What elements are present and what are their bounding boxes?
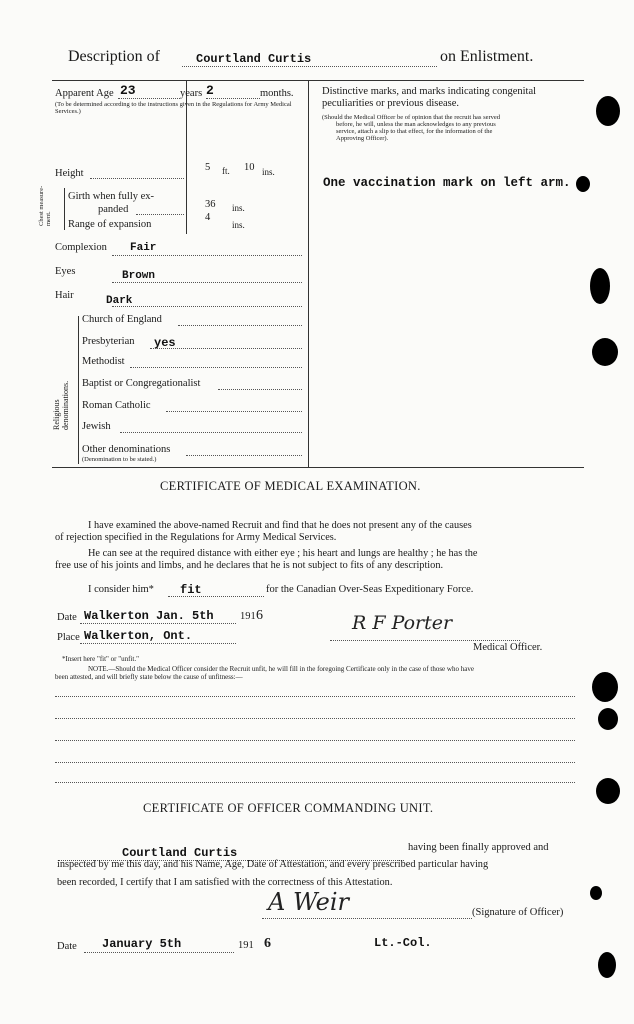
- punch-hole-mark: [598, 708, 618, 730]
- religion-baptist-label: Baptist or Congregationalist: [82, 378, 201, 389]
- complexion-line: [112, 255, 302, 256]
- form-title-left: Description of: [68, 48, 160, 65]
- name-underline: [182, 66, 437, 67]
- height-ft-value: 5: [205, 162, 211, 173]
- punch-hole-mark: [592, 338, 618, 366]
- age-label: Apparent Age: [55, 88, 114, 99]
- height-label-line: [90, 178, 184, 179]
- religion-church-of-england-label: Church of England: [82, 314, 162, 325]
- chest-bracket: [64, 188, 65, 230]
- religion-line: [218, 389, 302, 390]
- religion-side-label: Religious denominations.: [52, 380, 70, 430]
- place-line: [80, 643, 236, 644]
- height-label: Height: [55, 168, 84, 179]
- marks-note-3: service, attach a slip to that effect, for the information of the: [336, 128, 493, 135]
- medical-consider-value: fit: [180, 583, 202, 597]
- punch-hole-mark: [596, 96, 620, 126]
- marks-value: One vaccination mark on left arm.: [323, 176, 571, 190]
- medical-date-year-prefix: 191: [240, 611, 256, 622]
- hair-line: [112, 306, 302, 307]
- marks-note-4: Approving Officer).: [336, 135, 389, 142]
- medical-para1-line1: I have examined the above-named Recruit and find that he does not present any of the causes: [88, 520, 472, 531]
- chest-girth-line: [136, 214, 184, 215]
- punch-hole-mark: [598, 952, 616, 978]
- medical-officer-label: Medical Officer.: [473, 642, 543, 653]
- medical-officer-signature: R F Porter: [352, 612, 453, 634]
- unfitness-line: [55, 782, 575, 783]
- eyes-line: [112, 282, 302, 283]
- religion-bracket: [78, 316, 79, 464]
- chest-girth-unit: ins.: [232, 203, 245, 213]
- chest-range-label: Range of expansion: [68, 219, 152, 230]
- bottom-rule: [52, 467, 584, 468]
- marks-title-1: Distinctive marks, and marks indicating congenital: [322, 86, 537, 97]
- column-divider: [308, 80, 309, 467]
- recruit-name: Courtland Curtis: [196, 52, 312, 66]
- unfitness-line: [55, 718, 575, 719]
- chest-girth-label-2: panded: [98, 204, 129, 215]
- medical-note-line2: been attested, and will briefly state below the cause of unfitness:—: [55, 673, 243, 681]
- religion-catholic-label: Roman Catholic: [82, 400, 151, 411]
- medical-note-line1: NOTE.—Should the Medical Officer consider the Recruit unfit, he will fill in the foregoing Certificate only in the case of those who have: [88, 665, 474, 673]
- height-in-value: 10: [244, 162, 255, 173]
- religion-presbyterian-label: Presbyterian: [82, 336, 135, 347]
- commanding-date-label: Date: [57, 941, 77, 952]
- age-months-value: 2: [206, 83, 214, 98]
- age-months-label: months.: [260, 88, 294, 99]
- ink-blot-mark: [590, 886, 602, 900]
- eyes-label: Eyes: [55, 266, 76, 277]
- hair-value: Dark: [106, 295, 133, 307]
- date-line: [80, 623, 236, 624]
- chest-range-value: 4: [205, 212, 211, 223]
- commanding-line3: been recorded, I certify that I am satisfied with the correctness of this Attestation.: [57, 877, 393, 888]
- marks-note-2: before, he will, unless the man acknowledges to any previous: [336, 121, 496, 128]
- top-rule: [52, 80, 584, 81]
- commanding-name-value: Courtland Curtis: [122, 846, 238, 860]
- commanding-officer-signature: A Weir: [268, 888, 350, 916]
- punch-hole-mark: [592, 672, 618, 702]
- religion-jewish-label: Jewish: [82, 421, 111, 432]
- medical-consider-post: for the Canadian Over-Seas Expeditionary Force.: [266, 584, 474, 595]
- chest-range-unit: ins.: [232, 220, 245, 230]
- religion-methodist-label: Methodist: [82, 356, 125, 367]
- medical-date-value: Walkerton Jan. 5th: [84, 609, 214, 623]
- medical-insert-note: *Insert here "fit" or "unfit.": [62, 655, 139, 663]
- commanding-line1-post: having been finally approved and: [408, 842, 549, 853]
- religion-line: [130, 367, 302, 368]
- religion-presbyterian-value: yes: [154, 336, 176, 350]
- punch-hole-mark: [590, 268, 610, 304]
- medical-place-value: Walkerton, Ont.: [84, 629, 193, 643]
- form-title-right: on Enlistment.: [440, 48, 534, 65]
- ink-blot-mark: [576, 176, 590, 192]
- religion-line: [178, 325, 302, 326]
- age-years-label: years: [180, 88, 203, 99]
- medical-para1-line2: of rejection specified in the Regulations for Army Medical Services.: [55, 532, 337, 543]
- commanding-year-prefix: 191: [238, 940, 254, 951]
- commanding-line2: inspected by me this day, and his Name, Age, Date of Attestation, and every prescribed particular having: [57, 859, 489, 870]
- complexion-value: Fair: [130, 242, 157, 254]
- height-in-label: ins.: [262, 167, 275, 177]
- commanding-date-line: [84, 952, 234, 953]
- age-note: (To be determined according to the instructions given in the Regulations for Army Medical Services.): [55, 101, 292, 115]
- medical-para2-line2: free use of his joints and limbs, and he declares that he is not subject to fits of any description.: [55, 560, 444, 571]
- medical-para2-line1: He can see at the required distance with either eye ; his heart and lungs are healthy ; he has the: [88, 548, 478, 559]
- commanding-rank: Lt.-Col.: [374, 936, 432, 950]
- unfitness-line: [55, 696, 575, 697]
- medical-heading: CERTIFICATE OF MEDICAL EXAMINATION.: [160, 479, 421, 493]
- unfitness-line: [55, 740, 575, 741]
- chest-girth-value: 36: [205, 199, 216, 210]
- commanding-signature-label: (Signature of Officer): [472, 907, 564, 918]
- eyes-value: Brown: [122, 270, 156, 282]
- age-years-line: [118, 98, 180, 99]
- chest-side-label: Chest measure-ment.: [38, 185, 52, 226]
- commanding-date-value: January 5th: [102, 937, 182, 951]
- commanding-heading: CERTIFICATE OF OFFICER COMMANDING UNIT.: [143, 801, 434, 815]
- height-ft-label: ft.: [222, 166, 230, 176]
- chest-girth-label-1: Girth when fully ex-: [68, 191, 155, 202]
- commanding-year-value: 6: [264, 936, 271, 951]
- punch-hole-mark: [596, 778, 620, 804]
- age-years-value: 23: [120, 83, 136, 98]
- religion-line: [150, 348, 302, 349]
- religion-line: [120, 432, 302, 433]
- marks-note-1: (Should the Medical Officer be of opinion that the recruit has served: [322, 114, 501, 121]
- hair-label: Hair: [55, 290, 74, 301]
- religion-line: [166, 411, 302, 412]
- complexion-label: Complexion: [55, 242, 107, 253]
- age-months-line: [206, 98, 260, 99]
- marks-title-2: peculiarities or previous disease.: [322, 98, 460, 109]
- medical-consider-label: I consider him*: [88, 584, 154, 595]
- religion-other-label: Other denominations: [82, 444, 171, 455]
- religion-line: [186, 455, 302, 456]
- medical-date-label: Date: [57, 612, 77, 623]
- medical-date-year-value: 6: [256, 608, 263, 623]
- unfitness-line: [55, 762, 575, 763]
- signature-line: [330, 640, 520, 641]
- medical-place-label: Place: [57, 632, 80, 643]
- consider-line: [168, 596, 264, 597]
- commanding-signature-line: [262, 918, 472, 919]
- religion-other-note: (Denomination to be stated.): [82, 456, 157, 463]
